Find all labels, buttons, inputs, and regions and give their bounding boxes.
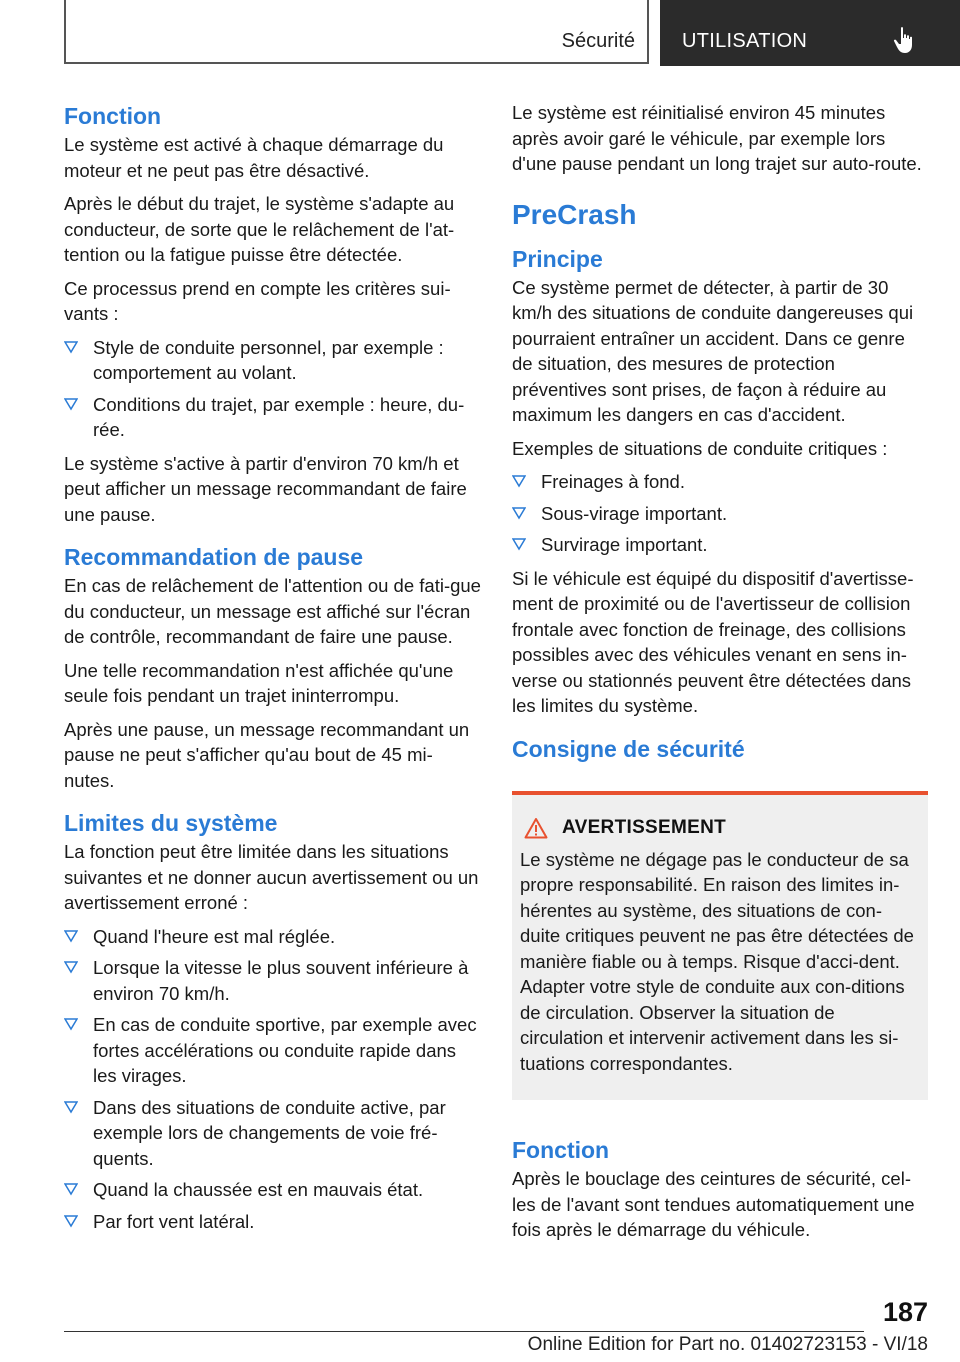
list-item-text: Quand l'heure est mal réglée.	[93, 925, 336, 947]
triangle-bullet-icon	[64, 340, 78, 354]
edition-note: Online Edition for Part no. 01402723153 - VI/18	[527, 1334, 928, 1355]
paragraph: Après une pause, un message recommandant un pause ne peut s'afficher qu'au bout de 45 mi‐nutes.	[64, 718, 470, 791]
list-item	[64, 924, 482, 950]
section-fonction	[64, 100, 482, 527]
list-item-text: Sous-virage important.	[541, 502, 728, 524]
list-item-text: Quand la chaussée est en mauvais état.	[93, 1179, 424, 1200]
warning-box	[512, 791, 928, 1101]
page-header	[64, 0, 960, 66]
list-item-text: Style de conduite personnel, par exemple : comportement au volant.	[93, 336, 444, 383]
paragraph: Le système s'active à partir d'environ 70 km/h et peut afficher un message recommandant de faire une pause.	[64, 452, 467, 525]
triangle-bullet-icon	[512, 506, 526, 520]
list-item-text: En cas de conduite sportive, par exemple avec fortes accélérations ou conduite rapide dans les virages.	[93, 1014, 477, 1086]
footer-divider	[64, 1331, 864, 1332]
list-item	[64, 392, 482, 443]
triangle-bullet-icon	[64, 397, 78, 411]
paragraph: Le système est réinitialisé environ 45 minutes après avoir garé le véhicule, par exemple lors d'une pause pendant un long trajet sur auto‐route.	[512, 102, 922, 174]
triangle-bullet-icon	[64, 929, 78, 943]
list-item-text: Freinages à fond.	[541, 471, 685, 492]
warning-header	[520, 817, 920, 839]
paragraph: La fonction peut être limitée dans les situations suivantes et ne donner aucun avertissement ou un avertissement erroné :	[64, 841, 479, 913]
paragraph: Exemples de situations de conduite critiques :	[512, 437, 888, 459]
warning-title: AVERTISSEMENT	[562, 816, 727, 838]
triangle-bullet-icon	[64, 1182, 78, 1196]
section-principe	[512, 243, 928, 719]
list-item-text: Lorsque la vitesse le plus souvent inférieure à environ 70 km/h.	[93, 957, 469, 1004]
paragraph: Ce processus prend en compte les critères sui‐vants :	[64, 277, 451, 324]
right-column	[512, 100, 928, 1257]
triangle-bullet-icon	[512, 474, 526, 488]
list-item	[64, 1095, 482, 1172]
heading-precrash: PreCrash	[512, 198, 637, 230]
section-tab	[64, 0, 649, 64]
section-limites	[64, 807, 482, 1234]
section-label: Sécurité	[561, 30, 635, 52]
heading-fonction: Fonction	[512, 1137, 610, 1163]
list-item	[64, 955, 482, 1006]
heading-principe: Principe	[512, 245, 603, 272]
paragraph: Ce système permet de détecter, à partir de 30 km/h des situations de conduite dangereuses qui pourraient entraîner un accident. Dans ce genre de situation, des mesures de protection préventives sont prises, de façon à réduire au maximum les dangers en cas d'accident.	[512, 276, 914, 425]
list-item-text: Survirage important.	[541, 534, 708, 555]
section-consigne	[512, 733, 928, 1101]
heading-fonction: Fonction	[64, 103, 162, 129]
paragraph: Si le véhicule est équipé du dispositif d'avertisse‐ment de proximité ou de l'avertisseur de collision frontale avec fonction de freinage, des collisions possibles avec des véhicules venant en sens in‐verse ou stationnés peuvent être détectées dans les limites du système.	[512, 567, 914, 716]
paragraph: Après le début du trajet, le système s'adapte au conducteur, de sorte que le relâchement de l'at‐tention ou la fatigue puisse être détectée.	[64, 193, 455, 265]
list-item	[64, 1209, 482, 1235]
limits-list	[64, 924, 482, 1235]
list-item	[64, 1012, 482, 1089]
list-item	[512, 532, 928, 558]
paragraph: Le système est activé à chaque démarrage du moteur et ne peut pas être désactivé.	[64, 134, 444, 181]
heading-limites: Limites du système	[64, 810, 278, 836]
heading-consigne: Consigne de sécurité	[512, 735, 745, 762]
section-fonction-precrash	[512, 1134, 928, 1243]
section-pause	[64, 541, 482, 793]
heading-pause: Recommandation de pause	[64, 544, 364, 570]
triangle-bullet-icon	[64, 960, 78, 974]
paragraph: Une telle recommandation n'est affichée qu'une seule fois pendant un trajet ininterrompu.	[64, 659, 454, 706]
triangle-bullet-icon	[64, 1214, 78, 1228]
triangle-bullet-icon	[64, 1100, 78, 1114]
chapter-label: UTILISATION	[682, 30, 808, 52]
critical-situations-list	[512, 469, 928, 558]
hand-pointer-icon	[892, 26, 918, 54]
warning-triangle-icon	[524, 817, 548, 839]
criteria-list	[64, 335, 482, 443]
list-item-text: Par fort vent latéral.	[93, 1210, 255, 1232]
page-number: 187	[882, 1297, 928, 1327]
triangle-bullet-icon	[64, 1017, 78, 1031]
paragraph: Après le bouclage des ceintures de sécurité, cel‐les de l'avant sont tendues automatiquement une fois après le démarrage du véhicule.	[512, 1168, 915, 1240]
list-item-text: Dans des situations de conduite active, par exemple lors de changements de voie fré‐quents.	[93, 1096, 446, 1169]
left-column	[64, 100, 482, 1248]
list-item	[512, 469, 928, 495]
triangle-bullet-icon	[512, 537, 526, 551]
warning-text: Le système ne dégage pas le conducteur de sa propre responsabilité. En raison des limites in‐hérentes au système, des situations de con‐duite critiques peuvent ne pas être détectées de manière fiable ou à temps. Risque d'acci‐dent. Adapter votre style de conduite aux con‐ditions de circulation. Observer la situation de circulation et intervenir activement dans les si‐tuations correspondantes.	[520, 848, 914, 1074]
list-item	[512, 501, 928, 527]
chapter-tab	[660, 0, 960, 66]
list-item-text: Conditions du trajet, par exemple : heure, du‐rée.	[93, 393, 465, 440]
list-item	[64, 1177, 482, 1203]
paragraph: En cas de relâchement de l'attention ou de fati‐gue du conducteur, un message est affiché sur l'écran de contrôle, recommandant de faire une pause.	[64, 575, 481, 647]
list-item	[64, 335, 482, 386]
